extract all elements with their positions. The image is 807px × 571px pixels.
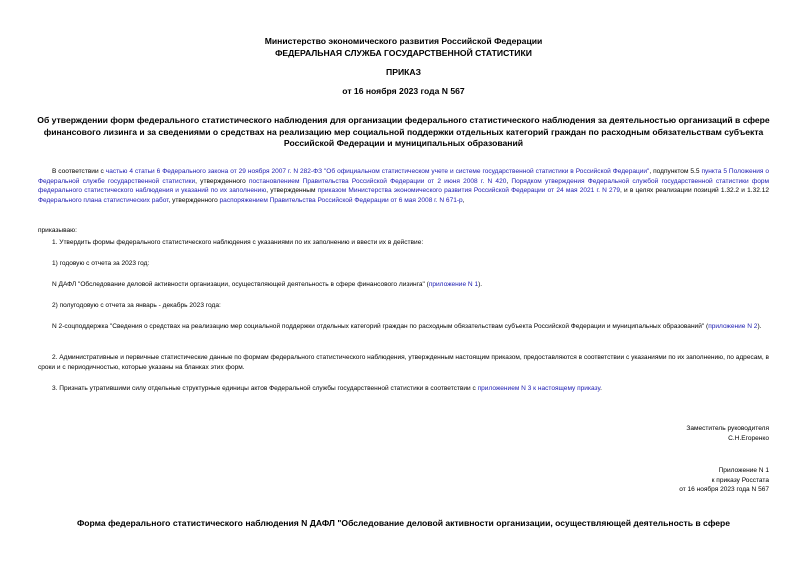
appendix-line-3: от 16 ноября 2023 года N 567 xyxy=(679,486,769,494)
form-2-paragraph: N 2-соцподдержка "Сведения о средствах на реализацию мер социальной поддержки отдельных категорий граждан по расходным обязательствам субъекта Российской Федерации и муниципальных образований" (приложение N 2). xyxy=(52,323,762,330)
item-2: 2. Административные и первичные статистические данные по формам федерального статистического наблюдения, утвержденным настоящим приказом, предоставляются в соответствии с указаниями по их заполнению, по адресам, в сроки и с периодичностью, которые указаны на бланках этих форм. xyxy=(38,354,769,371)
item-3-paragraph: 3. Признать утратившими силу отдельные структурные единицы актов Федеральной службы государственной статистики в соответствии с приложением N 3 к настоящему приказу. xyxy=(52,385,602,392)
signature-block xyxy=(686,424,769,443)
plan-link[interactable]: Федерального плана статистических работ xyxy=(38,196,169,204)
appendix-line-1: Приложение N 1 xyxy=(718,467,769,474)
appendix-block xyxy=(679,466,769,495)
preamble-paragraph: В соответствии с частью 4 статьи 6 Федерального закона от 29 ноября 2007 г. N 282-ФЗ "Об официальном статистическом учете и системе государственной статистики в Российской Федерации", подпунктом 5.5 пункта 5 Положения о Федеральной службе государственной статистики, утвержденного постановлением Правительства Российской Федерации от 2 июня 2008 г. N 420, Порядком утверждения Федеральной службой государственной статистики форм федерального статистического наблюдения и указаний по их заполнению, утвержденным приказом Министерства экономического развития Российской Федерации от 24 мая 2021 г. N 279, и в целях реализации позиций 1.32.2 и 1.32.12 Федерального плана статистических работ, утвержденного распоряжением Правительства Российской Федерации от 6 мая 2008 г. N 671-р, xyxy=(38,168,770,204)
appendix-2-link[interactable]: приложение N 2 xyxy=(708,323,758,330)
appendix-1-link[interactable]: приложение N 1 xyxy=(428,281,479,288)
ministry-name: Министерство экономического развития Российской Федерации xyxy=(264,36,543,46)
item-1-1: 1) годовую с отчета за 2023 год: xyxy=(52,260,150,267)
document-title: Об утверждении форм федерального статистического наблюдения для организации федерального статистического наблюдения за деятельностью организаций в сфере финансового лизинга и за сведениями о средствах на реализацию мер социальной поддержки отдельных категорий граждан по расходным обязательствам субъекта Российской Федерации и муниципальных образований xyxy=(37,115,770,148)
directive-link[interactable]: распоряжением Правительства Российской Федерации от 6 мая 2008 г. N 671-р xyxy=(219,196,463,204)
document-header xyxy=(0,36,807,59)
appendix-line-2: к приказу Росстата xyxy=(711,476,769,484)
resolution-link[interactable]: постановлением Правительства Российской Федерации от 2 июня 2008 г. N 420 xyxy=(248,177,507,185)
agency-name: ФЕДЕРАЛЬНАЯ СЛУЖБА ГОСУДАРСТВЕННОЙ СТАТИСТИКИ xyxy=(275,47,532,58)
item-1: 1. Утвердить формы федерального статистического наблюдения с указаниями по их заполнению и ввести их в действие: xyxy=(52,239,424,246)
orders-word: приказываю: xyxy=(38,227,77,234)
form-daf-paragraph: N ДАФЛ "Обследование деловой активности организации, осуществляющей деятельность в сфере финансового лизинга" (приложение N 1). xyxy=(52,281,483,288)
signatory-position: Заместитель руководителя xyxy=(686,425,769,432)
form-title: Форма федерального статистического наблюдения N ДАФЛ "Обследование деловой активности организации, осуществляющей деятельность в сфере xyxy=(76,518,731,528)
appendix-3-link[interactable]: приложением N 3 к настоящему приказу xyxy=(477,385,601,392)
document-date: от 16 ноября 2023 года N 567 xyxy=(342,86,465,96)
signatory-name: С.Н.Егоренко xyxy=(728,434,769,442)
law-link[interactable]: частью 4 статьи 6 Федерального закона от 29 ноября 2007 г. N 282-ФЗ "Об официальном статистическом учете и системе государственной статистики в Российской Федерации" xyxy=(105,168,650,175)
regulation-link[interactable]: пункта 5 Положения о Федеральной службе государственной статистики xyxy=(38,168,769,185)
order-link[interactable]: приказом Министерства экономического развития Российской Федерации от 24 мая 2021 г. N 279 xyxy=(317,187,620,195)
item-1-2: 2) полугодовую с отчета за январь - декабрь 2023 года: xyxy=(52,302,221,309)
document-type: ПРИКАЗ xyxy=(386,67,421,77)
procedure-link[interactable]: Порядком утверждения Федеральной службой государственной статистики форм федерального статистического наблюдения и указаний по их заполнению xyxy=(38,177,770,195)
